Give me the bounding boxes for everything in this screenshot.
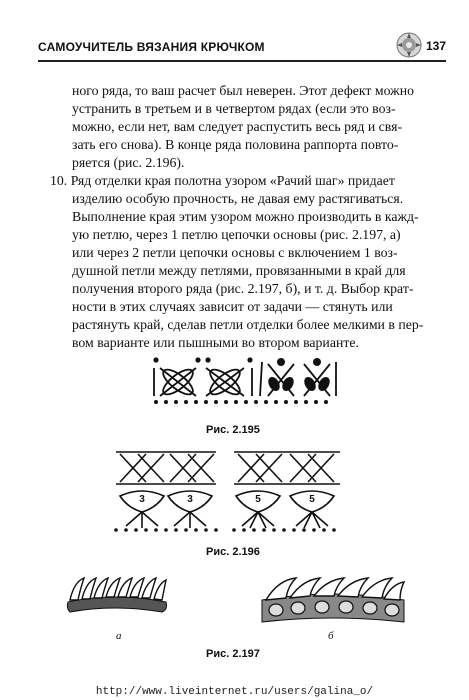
stitch-count-label: 3 bbox=[187, 494, 193, 505]
text-line: можно, если нет, вам следует распустить весь ряд и свя- bbox=[72, 119, 403, 134]
figure-sublabel-a: а bbox=[116, 630, 122, 642]
text-line: изделию особую прочность, не давая ему растягиваться. bbox=[72, 191, 404, 206]
page-header bbox=[38, 38, 446, 62]
figure-caption-2-195: Рис. 2.195 bbox=[206, 424, 260, 436]
text-line: ности в этих случаях зависит от задачи — стянуть или bbox=[72, 299, 393, 314]
source-url: http://www.liveinternet.ru/users/galina_o/ bbox=[95, 686, 374, 698]
figure-caption-2-196: Рис. 2.196 bbox=[206, 546, 260, 558]
crochet-chart-2-195 bbox=[148, 354, 338, 414]
stitch-count-label: 5 bbox=[255, 494, 261, 505]
text-line: или через 2 петли цепочки основы с включением 1 воз- bbox=[72, 245, 398, 260]
crochet-edge-illustration-b bbox=[258, 574, 408, 628]
text-line: ного ряда, то ваш расчет был неверен. Этот дефект можно bbox=[72, 83, 414, 98]
text-line: растянуть край, сделав петли отделки более мелкими в пер- bbox=[72, 317, 424, 332]
text-line: устранить в третьем и в четвертом рядах (если это воз- bbox=[72, 101, 396, 116]
figure-caption-2-197: Рис. 2.197 bbox=[206, 648, 260, 660]
figure-sublabel-b: б bbox=[328, 630, 334, 642]
text-line: ряется (рис. 2.196). bbox=[72, 155, 185, 170]
crochet-chart-2-196 bbox=[112, 446, 344, 538]
crochet-edge-illustration-a bbox=[64, 574, 170, 616]
page-number: 137 bbox=[425, 39, 446, 53]
running-title: САМОУЧИТЕЛЬ ВЯЗАНИЯ КРЮЧКОМ bbox=[38, 40, 265, 54]
stitch-count-label: 5 bbox=[309, 494, 315, 505]
text-line: получения второго ряда (рис. 2.197, б), и т. д. Выбор крат- bbox=[72, 281, 414, 296]
text-line: ую петлю, через 1 петлю цепочки основы (рис. 2.197, а) bbox=[72, 227, 401, 242]
list-item-10: 10. Ряд отделки края полотна узором «Рачий шаг» придает bbox=[50, 173, 395, 188]
text-line: вом варианте или пышными во втором варианте. bbox=[72, 335, 359, 350]
text-line: душной петли между петлями, провязанными в край для bbox=[72, 263, 406, 278]
stitch-count-label: 3 bbox=[139, 494, 145, 505]
text-line: Выполнение края этим узором можно производить в кажд- bbox=[72, 209, 419, 224]
text-line: зать его снова). В конце ряда половина раппорта повто- bbox=[72, 137, 399, 152]
emblem-icon bbox=[394, 30, 424, 60]
